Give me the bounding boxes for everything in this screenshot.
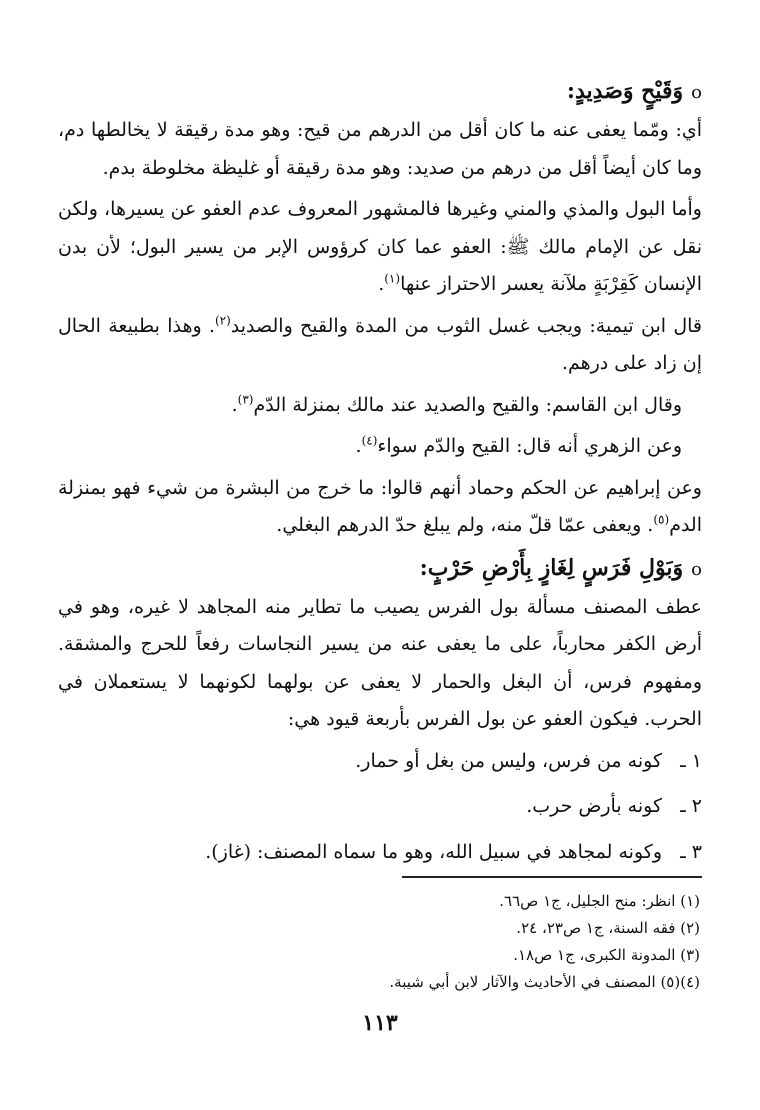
footnote-ref-4[interactable]: (٤) (361, 433, 378, 448)
list-item: ٣ ـوكونه لمجاهد في سبيل الله، وهو ما سماه المصنف: (غاز). (205, 840, 702, 863)
page-number: ١١٣ (362, 1010, 398, 1036)
footnote-3: (٣) المدونة الكبرى، ج١ ص١٨. (513, 946, 700, 964)
footnote-4-5: (٤)(٥) المصنف في الأحاديث والآثار لابن أبي شيبة. (389, 973, 700, 991)
footnote-ref-1[interactable]: (١) (384, 271, 401, 286)
footnotes (100, 888, 700, 996)
section-heading-pus: oوَقَيْحٍ وَصَدِيدٍ: (58, 72, 702, 112)
paragraph-pus-definition: أي: ومّما يعفى عنه ما كان أقل من الدرهم من قيح: وهو مدة رقيقة لا يخالطها دم، وما كان أيضاً أقل من درهم من صديد: وهو مدة رقيقة أو غليظة مخلوطة بدم. (58, 119, 702, 179)
footnote-2: (٢) فقه السنة، ج١ ص٢٣، ٢٤. (516, 919, 700, 937)
footnote-ref-2[interactable]: (٢) (214, 313, 231, 328)
footnote-divider (402, 876, 702, 878)
paragraph-ibn-qasim: وقال ابن القاسم: والقيح والصديد عند مالك بمنزلة الدّم$^{(٣)}$. (231, 392, 682, 416)
paragraph-urine-ruling: وأما البول والمذي والمني وغيرها فالمشهور المعروف عدم العفو عن يسيرها، ولكن نقل عن الإمام مالك ﷺ: العفو عما كان كرؤوس الإبر من يسير البول؛ لأن بدن الإنسان كَقِرْبَةٍ ملآنة يعسر الاحتراز عنها$^{(١)}$. (58, 198, 702, 295)
footnote-1: (١) انظر: منح الجليل، ج١ ص٦٦. (499, 892, 700, 910)
circle-marker-icon: o (691, 558, 702, 580)
list-item: ١ ـكونه من فرس، وليس من بغل أو حمار. (355, 749, 702, 772)
list-item: ٢ ـكونه بأرض حرب. (526, 795, 702, 817)
paragraph-horse-urine: عطف المصنف مسألة بول الفرس يصيب ما تطاير منه المجاهد لا غيره، وهو في أرض الكفر محارباً، على ما يعفى عنه من يسير النجاسات رفعاً للحرج والمشقة. ومفهوم فرس، أن البغل والحمار لا يعفى عن بولهما لكونهما لا يستعملان في الحرب. فيكون العفو عن بول الفرس بأربعة قيود هي: (58, 595, 702, 730)
footnote-ref-3[interactable]: (٣) (237, 392, 254, 407)
circle-marker-icon: o (691, 82, 702, 103)
page-body (58, 72, 702, 879)
section-heading-horse-urine: oوَبَوْلِ فَرَسٍ لِغَازٍ بِأَرْضِ حَرْبٍ: (58, 549, 702, 589)
paragraph-ibn-taymiyya: قال ابن تيمية: ويجب غسل الثوب من المدة والقيح والصديد$^{(٢)}$. وهذا بطبيعة الحال إن زاد على درهم. (58, 313, 702, 374)
paragraph-zuhri: وعن الزهري أنه قال: القيح والدّم سواء$^{(٤)}$. (355, 433, 682, 457)
paragraph-ibrahim: وعن إبراهيم عن الحكم وحماد أنهم قالوا: ما خرج من البشرة من شيء فهو بمنزلة الدم$^{(٥)}$. ويعفى عمّا قلّ منه، ولم يبلغ حدّ الدرهم البغلي. (58, 476, 702, 536)
footnote-ref-5[interactable]: (٥) (653, 512, 670, 527)
